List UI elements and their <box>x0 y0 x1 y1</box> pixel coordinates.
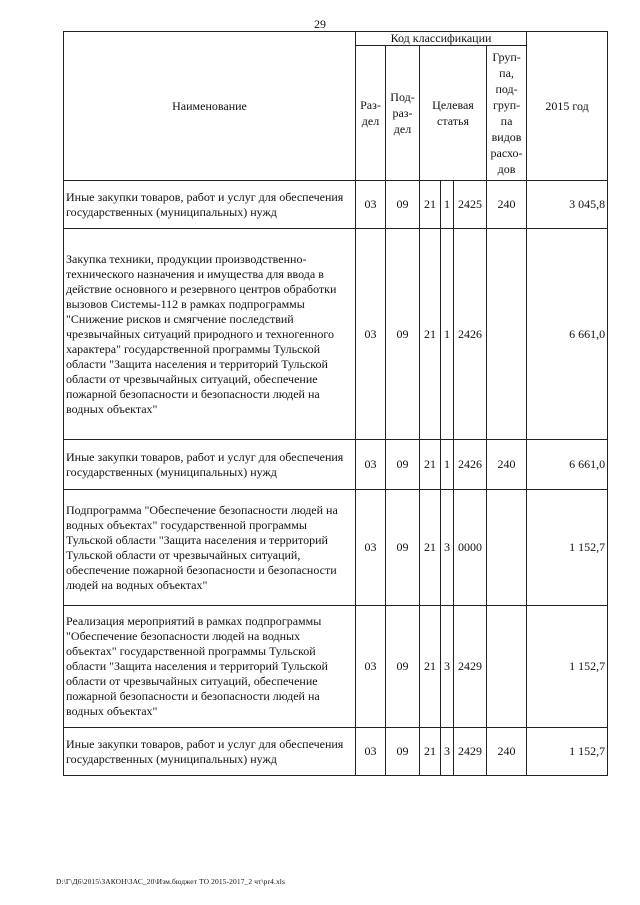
table-body <box>64 181 608 776</box>
row-name: Реализация мероприятий в рамках подпрограммы "Обеспечение безопасности людей на водных объектах" государственной программы Тульской области "Защита населения и территорий Тульской области от чрезвычайных ситуаций, обеспечение пожарной безопасности и безопасности людей на водных объектах" <box>64 606 356 728</box>
row-target-subprogram: 1 <box>441 229 454 440</box>
header-year: 2015 год <box>527 32 608 181</box>
file-path-footer: D:\Г\Д6\2015\ЗАКОН\ЗАС_20\Изм.бюджет ТО 2015-2017_2 чт\pr4.xls <box>56 877 285 886</box>
row-razdel: 03 <box>356 440 386 490</box>
row-target-direction: 0000 <box>454 490 487 606</box>
row-target-subprogram: 1 <box>441 181 454 229</box>
header-target: Целевая статья <box>420 46 487 181</box>
row-name: Закупка техники, продукции производственно-технического назначения и имущества для ввода в действие основного и резервного центров обработки вызовов Системы-112 в рамках подпрограммы "Снижение рисков и смягчение последствий чрезвычайных ситуаций природного и техногенного характера" государственной программы Тульской области "Защита населения и территорий Тульской области от чрезвычайных ситуаций, обеспечение пожарной безопасности и безопасности людей на водных объектах" <box>64 229 356 440</box>
row-razdel: 03 <box>356 606 386 728</box>
row-expense-group <box>487 490 527 606</box>
row-name: Иные закупки товаров, работ и услуг для обеспечения государственных (муниципальных) нужд <box>64 181 356 229</box>
row-podrazdel: 09 <box>386 606 420 728</box>
row-target-program: 21 <box>420 606 441 728</box>
table-row <box>64 181 608 229</box>
row-podrazdel: 09 <box>386 728 420 776</box>
header-podrazdel: Под-раз-дел <box>386 46 420 181</box>
row-target-subprogram: 3 <box>441 490 454 606</box>
row-razdel: 03 <box>356 490 386 606</box>
row-target-program: 21 <box>420 490 441 606</box>
row-amount: 6 661,0 <box>527 229 608 440</box>
row-podrazdel: 09 <box>386 440 420 490</box>
table-row <box>64 606 608 728</box>
header-razdel: Раз-дел <box>356 46 386 181</box>
header-classification: Код классификации <box>356 32 527 46</box>
row-name: Иные закупки товаров, работ и услуг для обеспечения государственных (муниципальных) нужд <box>64 440 356 490</box>
row-podrazdel: 09 <box>386 490 420 606</box>
row-target-direction: 2425 <box>454 181 487 229</box>
header-name: Наименование <box>64 32 356 181</box>
table-row <box>64 229 608 440</box>
row-target-program: 21 <box>420 229 441 440</box>
row-expense-group <box>487 606 527 728</box>
row-razdel: 03 <box>356 728 386 776</box>
row-podrazdel: 09 <box>386 181 420 229</box>
table-row <box>64 440 608 490</box>
budget-table <box>63 31 608 776</box>
row-name: Иные закупки товаров, работ и услуг для обеспечения государственных (муниципальных) нужд <box>64 728 356 776</box>
row-target-direction: 2426 <box>454 229 487 440</box>
header-group: Груп-па, под-груп-па видов расхо-дов <box>487 46 527 181</box>
row-expense-group <box>487 229 527 440</box>
table-header <box>64 32 608 181</box>
row-expense-group: 240 <box>487 440 527 490</box>
row-amount: 1 152,7 <box>527 728 608 776</box>
row-razdel: 03 <box>356 229 386 440</box>
row-target-program: 21 <box>420 728 441 776</box>
row-amount: 3 045,8 <box>527 181 608 229</box>
row-amount: 1 152,7 <box>527 606 608 728</box>
table-row <box>64 728 608 776</box>
row-target-direction: 2429 <box>454 728 487 776</box>
row-target-subprogram: 3 <box>441 728 454 776</box>
row-amount: 6 661,0 <box>527 440 608 490</box>
row-target-subprogram: 1 <box>441 440 454 490</box>
row-name: Подпрограмма "Обеспечение безопасности людей на водных объектах" государственной программы Тульской области "Защита населения и территорий Тульской области от чрезвычайных ситуаций, обеспечение пожарной безопасности и безопасности людей на водных объектах" <box>64 490 356 606</box>
row-target-program: 21 <box>420 181 441 229</box>
row-target-direction: 2426 <box>454 440 487 490</box>
row-target-direction: 2429 <box>454 606 487 728</box>
page-number: 29 <box>314 17 326 31</box>
row-razdel: 03 <box>356 181 386 229</box>
row-target-program: 21 <box>420 440 441 490</box>
row-podrazdel: 09 <box>386 229 420 440</box>
row-expense-group: 240 <box>487 181 527 229</box>
row-expense-group: 240 <box>487 728 527 776</box>
table-row <box>64 490 608 606</box>
row-target-subprogram: 3 <box>441 606 454 728</box>
row-amount: 1 152,7 <box>527 490 608 606</box>
